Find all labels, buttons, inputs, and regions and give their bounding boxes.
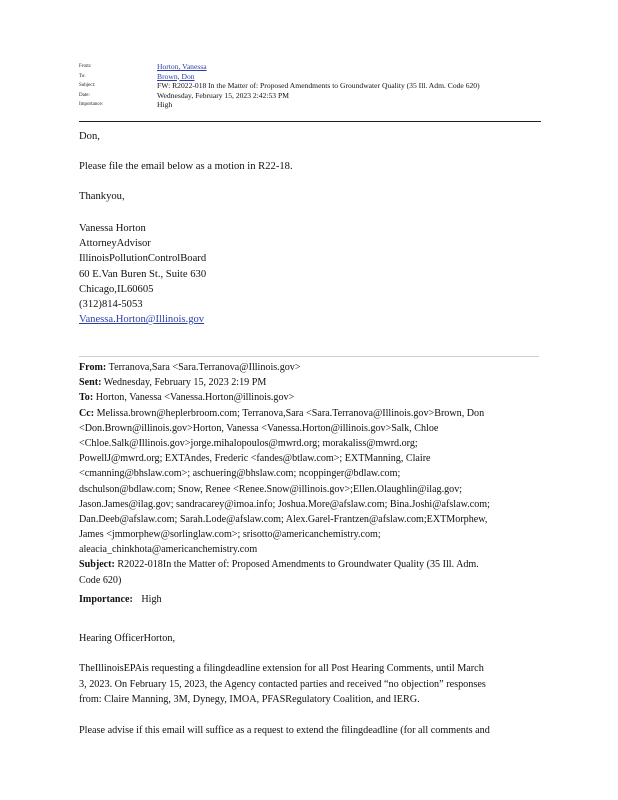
- thanks: Thankyou,: [79, 191, 125, 202]
- fwd-sent-row: [79, 375, 539, 390]
- signature-phone: (312)814-5053: [79, 298, 143, 310]
- signature-org: IllinoisPollutionControlBoard: [79, 253, 207, 265]
- fwd-cc-row: [79, 406, 539, 421]
- fwd-subject-line: R2022-018In the Matter of: Proposed Amendments to Groundwater Quality (35 Ill. Adm.: [117, 559, 479, 571]
- fwd-subject-line: Code 620): [79, 574, 122, 586]
- fwd-label: Importance:: [79, 593, 133, 605]
- subject-value: FW: R2022-018 In the Matter of: Proposed Amendments to Groundwater Quality (35 Ill. Adm. Code 620): [157, 81, 480, 90]
- paragraph-line: 3, 2023. On February 15, 2023, the Agency contacted parties and received “no objection” responses: [79, 678, 486, 690]
- header-row-from: [79, 62, 541, 72]
- fwd-label: Sent:: [79, 377, 102, 389]
- paragraph-line: from: Claire Manning, 3M, Dynegy, IMOA, PFASRegulatory Coalition, and IERG.: [79, 694, 420, 706]
- header-row-importance: [79, 100, 541, 110]
- fwd-importance-value: High: [141, 593, 162, 605]
- message-line: Please file the email below as a motion in R22-18.: [79, 161, 293, 172]
- signature-email-link[interactable]: Vanessa.Horton@Illinois.gov: [79, 314, 205, 326]
- fwd-importance-row: [79, 592, 539, 607]
- header-label: Date:: [79, 92, 90, 98]
- fwd-cc-line: Melissa.brown@heplerbroom.com; Terranova,Sara <Sara.Terranova@Illinois.gov>Brown, Don: [96, 407, 485, 419]
- fwd-cc-line: James <jmmorphew@sorlinglaw.com>; srisotto@americanchemistry.com;: [79, 529, 381, 541]
- paragraph-line: TheIllinoisEPAis requesting a filingdeadline extension for all Post Hearing Comments, until March: [79, 663, 484, 674]
- importance-value: High: [157, 100, 173, 109]
- fwd-label: To:: [79, 392, 94, 404]
- from-link[interactable]: Horton, Vanessa: [157, 62, 207, 71]
- fwd-label: Subject:: [79, 559, 115, 571]
- fwd-label: From:: [79, 362, 107, 373]
- forwarded-header: [79, 360, 539, 607]
- fwd-to-row: [79, 390, 539, 405]
- forward-divider: [79, 356, 539, 357]
- signature-name: Vanessa Horton: [79, 223, 146, 234]
- body-paragraph-2: Please advise if this email will suffice as a request to extend the filingdeadline (for all comments and: [79, 725, 490, 736]
- email-header: [79, 62, 541, 110]
- signature-address-2: Chicago,IL60605: [79, 283, 154, 295]
- greeting: Don,: [79, 131, 100, 142]
- fwd-sent-value: Wednesday, February 15, 2023 2:19 PM: [103, 377, 267, 389]
- fwd-cc-line: PowellJ@mwrd.org; EXTAndes, Frederic <fandes@btlaw.com>; EXTManning, Claire: [79, 453, 431, 465]
- header-label: From:: [79, 64, 92, 69]
- signature-block: [79, 221, 206, 327]
- fwd-label: Cc:: [79, 407, 95, 419]
- header-label: Importance:: [79, 102, 104, 107]
- date-value: Wednesday, February 15, 2023 2:42:53 PM: [157, 90, 289, 100]
- body-paragraph-1: [79, 661, 539, 708]
- header-row-to: [79, 72, 541, 82]
- fwd-to-value: Horton, Vanessa <Vanessa.Horton@illinois.gov>: [95, 392, 295, 404]
- fwd-cc-line: Dan.Deeb@afslaw.com; Sarah.Lode@afslaw.com; Alex.Garel-Frantzen@afslaw.com;EXTMorphew,: [79, 513, 488, 525]
- fwd-cc-line: Jason.James@ilag.gov; sandracarey@imoa.info; Joshua.More@afslaw.com; Bina.Joshi@afslaw.com;: [79, 498, 490, 510]
- fwd-cc-line: <Don.Brown@illinois.gov>Horton, Vanessa <Vanessa.Horton@illinois.gov>Salk, Chloe: [79, 422, 439, 434]
- signature-title: AttorneyAdvisor: [79, 238, 151, 250]
- header-divider: [79, 121, 541, 122]
- fwd-cc-line: aleacia_chinkhota@americanchemistry.com: [79, 544, 258, 556]
- fwd-cc-line: dschulson@bdlaw.com; Snow, Renee <Renee.Snow@illinois.gov>;Ellen.Olaughlin@ilag.gov;: [79, 483, 463, 495]
- header-row-subject: [79, 81, 541, 91]
- header-label: Subject:: [79, 83, 96, 88]
- fwd-subject-row: [79, 557, 539, 572]
- to-link[interactable]: Brown, Don: [157, 71, 195, 81]
- fwd-from-row: [79, 360, 539, 375]
- fwd-from-value: Terranova,Sara <Sara.Terranova@Illinois.gov>: [108, 362, 301, 373]
- fwd-cc-line: <Chloe.Salk@Illinois.gov>jorge.mihalopoulos@mwrd.org; morakaliss@mwrd.org;: [79, 437, 418, 449]
- header-label: To:: [79, 73, 86, 79]
- signature-address-1: 60 E.Van Buren St., Suite 630: [79, 268, 207, 280]
- header-row-date: [79, 91, 541, 101]
- body-salutation: Hearing OfficerHorton,: [79, 633, 175, 644]
- fwd-cc-line: <cmanning@bhslaw.com>; aschuering@bhslaw.com; ncoppinger@bdlaw.com;: [79, 468, 401, 480]
